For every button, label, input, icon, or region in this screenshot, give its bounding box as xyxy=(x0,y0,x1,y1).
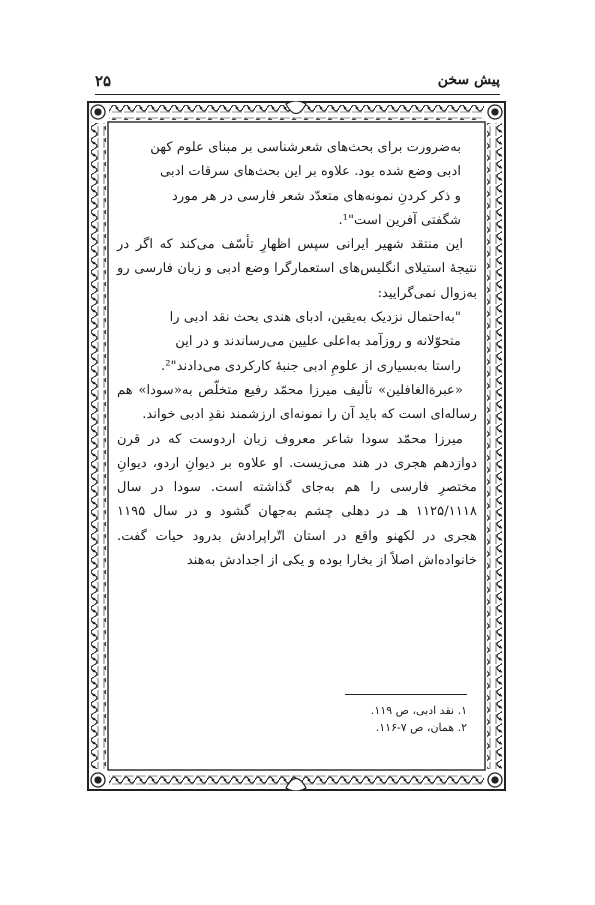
page-header xyxy=(95,72,500,94)
footnotes xyxy=(250,702,467,736)
quote-block-1 xyxy=(117,136,477,233)
running-title: پیش سخن xyxy=(437,72,500,88)
header-rule xyxy=(95,94,500,95)
quote2-line-1: "به‌احتمال نزدیک به‌یقین، ادبای هندی بحث نقد ادبی را xyxy=(169,310,461,326)
quote1-line-2: ادبی وضع شده بود. علاوه بر این بحث‌های سرقات ادبی xyxy=(160,164,461,180)
quote2-line-3: راستا به‌بسیاری از علومِ ادبی جنبهٔ کارکردی می‌دادند"². xyxy=(161,358,461,374)
body-text xyxy=(117,136,477,696)
footnote-rule xyxy=(345,694,467,695)
footnote-1: ۱. نقد ادبی، ص ۱۱۹. xyxy=(370,704,467,717)
paragraph-1: این منتقد شهیر ایرانی سپس اظهارِ تأسّف می‌کند که اگر در نتیجهٔ استیلای انگلیس‌های استعمارگرا وضع ادبی و زبان فارسی رو به‌زوال نمی‌گرایید: xyxy=(117,237,477,301)
paragraph-3: میرزا محمّد سودا شاعر معروف زبان اردوست که در قرن دوازدهم هجری در هند می‌زیست. او علاوه بر دیوانِ اردو، دیوانِ مختصرِ فارسی را هم به‌جای گذاشته است. سودا در سال ۱۱۲۵/۱۱۱۸ هـ در دهلی چشم به‌جهان گشود و در سال ۱۱۹۵ هجری در لکهنو واقع در استان اتّراپرادش بدرود حیات گفت. خانواده‌اش اصلاً از بخارا بوده و یکی از اجدادش به‌هند xyxy=(117,431,477,569)
quote1-line-1: به‌ضرورت برای بحث‌های شعرشناسی بر مبنای علوم کهن xyxy=(150,140,461,155)
page-number: ۲۵ xyxy=(95,72,112,90)
footnote-2: ۲. همان، ص ۷-۱۱۶. xyxy=(375,721,467,734)
paragraph-2: «عبرة‌الغافلین» تألیف میرزا محمّد رفیع متخلّص به«سودا» هم رساله‌ای است که باید آن را نمونه‌ای ارزشمند نقدِ ادبی خواند. xyxy=(117,382,477,423)
quote1-line-4: شگفتی آفرین است"¹. xyxy=(338,212,461,228)
quote-block-2 xyxy=(117,306,477,379)
quote1-line-3: و ذکر کردنِ نمونه‌های متعدّد شعر فارسی در هر مورد xyxy=(172,188,461,204)
quote2-line-2: متحوّلانه و روزآمد به‌اعلی علیین می‌رساندند و در این xyxy=(175,334,461,350)
